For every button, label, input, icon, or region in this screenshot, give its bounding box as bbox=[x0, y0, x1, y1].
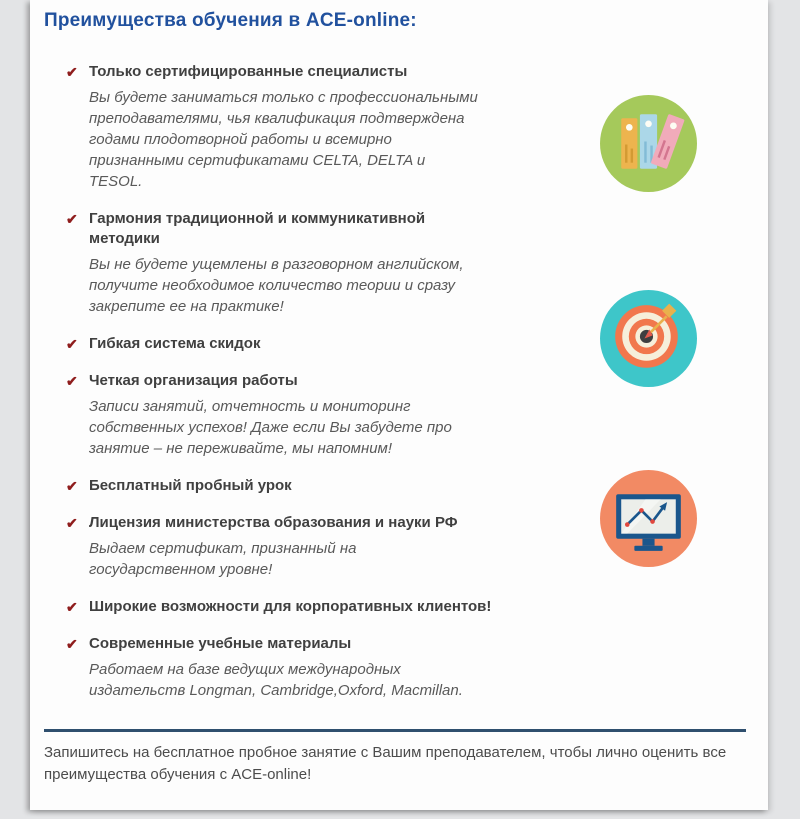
advantage-description: Выдаем сертификат, признанный на государственном уровне! bbox=[89, 540, 357, 578]
advantage-heading: Современные учебные материалы bbox=[89, 635, 352, 652]
check-icon: ✔ bbox=[66, 599, 78, 615]
binder-yellow bbox=[621, 118, 637, 169]
advantage-heading: Гармония традиционной и коммуникативной методики bbox=[89, 210, 426, 247]
advantage-heading: Бесплатный пробный урок bbox=[89, 477, 292, 494]
content-panel bbox=[30, 0, 768, 810]
advantage-heading: Лицензия министерства образования и науки РФ bbox=[89, 514, 458, 531]
advantage-description: Вы не будете ущемлены в разговорном английском, получите необходимое количество теории и сразу закрепите ее на практике! bbox=[89, 256, 464, 315]
list-item bbox=[66, 597, 754, 617]
monitor-chart-icon-svg bbox=[600, 470, 697, 567]
target-icon-svg bbox=[600, 290, 697, 387]
advantage-heading: Широкие возможности для корпоративных клиентов! bbox=[89, 598, 492, 615]
advantage-description: Вы будете заниматься только с профессиональными преподавателями, чья квалификация подтверждена годами плодотворной работы и всемирно признанными сертификатами CELTA, DELTA и TESOL. bbox=[89, 89, 478, 190]
advantage-heading: Четкая организация работы bbox=[89, 372, 298, 389]
check-icon: ✔ bbox=[66, 636, 78, 652]
check-icon: ✔ bbox=[66, 515, 78, 531]
books-icon bbox=[600, 95, 697, 192]
check-icon: ✔ bbox=[66, 64, 78, 80]
list-item bbox=[66, 634, 754, 701]
advantage-heading: Только сертифицированные специалисты bbox=[89, 63, 408, 80]
footer-cta-text: Запишитесь на бесплатное пробное занятие с Вашим преподавателем, чтобы лично оценить все преимущества обучения с ACE-online! bbox=[44, 744, 727, 783]
books-icon-svg bbox=[600, 95, 697, 192]
check-icon: ✔ bbox=[66, 478, 78, 494]
target-icon bbox=[600, 290, 697, 387]
check-icon: ✔ bbox=[66, 373, 78, 389]
advantage-description: Записи занятий, отчетность и мониторинг собственных успехов! Даже если Вы забудете про занятие – не переживайте, мы напомним! bbox=[89, 398, 452, 457]
advantage-heading: Гибкая система скидок bbox=[89, 335, 261, 352]
advantage-description: Работаем на базе ведущих международных издательств Longman, Cambridge,Oxford, Macmillan. bbox=[89, 661, 463, 699]
check-icon: ✔ bbox=[66, 211, 78, 227]
page-title: Преимущества обучения в ACE-online: bbox=[44, 10, 417, 31]
section-divider bbox=[44, 729, 746, 732]
monitor-chart-icon bbox=[600, 470, 697, 567]
check-icon: ✔ bbox=[66, 336, 78, 352]
